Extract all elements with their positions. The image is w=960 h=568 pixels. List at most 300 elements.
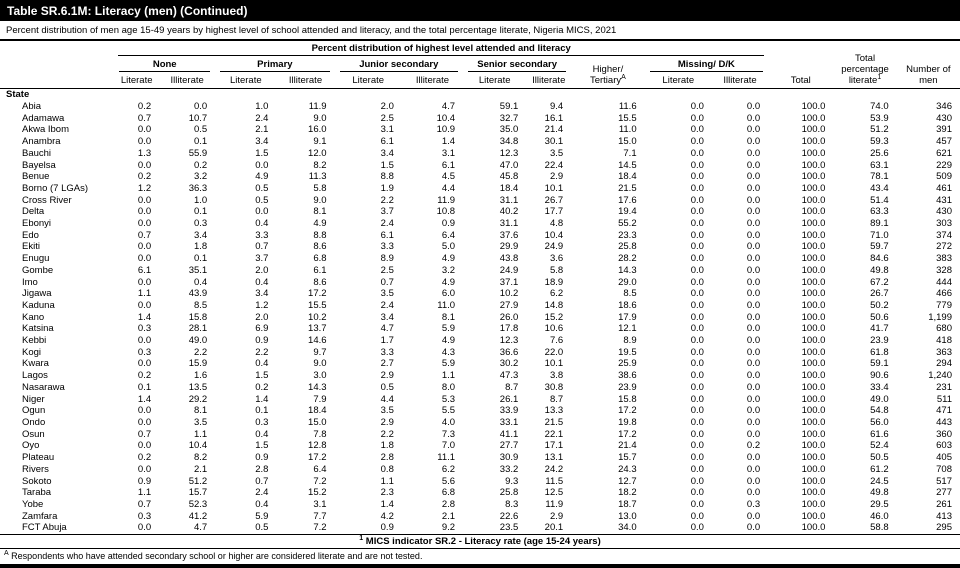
value-cell: 0.0: [690, 206, 704, 218]
table-row: [0, 265, 960, 277]
value-cell: 27.7: [499, 440, 519, 452]
value-cell: 0.0: [137, 206, 152, 218]
value-cell: 7.2: [313, 475, 327, 487]
value-cell: 2.2: [255, 346, 269, 358]
value-cell: 0.0: [746, 288, 761, 300]
section-label-state: State: [6, 89, 30, 100]
value-cell: 360: [936, 428, 952, 440]
value-cell: 0.0: [255, 206, 269, 218]
value-cell: 28.1: [188, 323, 208, 335]
value-cell: 100.0: [801, 206, 826, 218]
value-cell: 3.4: [255, 136, 269, 148]
value-cell: 89.1: [870, 218, 889, 230]
state-name-cell: Ogun: [22, 405, 46, 417]
value-cell: 3.4: [380, 311, 394, 323]
value-cell: 100.0: [801, 370, 826, 382]
value-cell: 1.1: [380, 475, 394, 487]
value-cell: 0.4: [255, 428, 269, 440]
column-group-missing-dk: Missing/ D/K: [645, 56, 769, 72]
value-cell: 100.0: [801, 346, 826, 358]
table-row: [0, 417, 960, 429]
value-cell: 294: [936, 358, 952, 370]
value-cell: 11.0: [618, 124, 637, 136]
value-cell: 29.0: [618, 276, 637, 288]
value-cell: 461: [936, 182, 952, 194]
value-cell: 0.0: [690, 510, 704, 522]
state-name-cell: Bauchi: [22, 147, 52, 159]
value-cell: 8.3: [505, 498, 519, 510]
value-cell: 15.8: [188, 311, 208, 323]
value-cell: 5.8: [549, 264, 564, 276]
value-cell: 9.0: [313, 112, 327, 124]
value-cell: 5.5: [441, 405, 456, 417]
value-cell: 19.8: [618, 416, 637, 428]
state-column-header: [0, 41, 114, 89]
value-cell: 2.1: [255, 124, 269, 136]
column-header-missing-literate: Literate: [645, 72, 712, 89]
value-cell: 10.1: [544, 182, 564, 194]
table-row: [0, 335, 960, 347]
state-name-cell: Zamfara: [22, 510, 58, 522]
state-name-cell: Niger: [22, 393, 45, 405]
value-cell: 8.0: [441, 381, 456, 393]
value-cell: 10.6: [544, 323, 564, 335]
value-cell: 25.8: [499, 487, 519, 499]
value-cell: 0.0: [137, 276, 152, 288]
value-cell: 18.7: [618, 498, 637, 510]
value-cell: 1.5: [255, 440, 269, 452]
value-cell: 0.0: [690, 311, 704, 323]
value-cell: 4.4: [441, 182, 456, 194]
state-name-cell: Jigawa: [22, 288, 52, 300]
value-cell: 49.8: [870, 264, 889, 276]
value-cell: 15.7: [188, 487, 208, 499]
value-cell: 0.0: [137, 416, 152, 428]
value-cell: 61.8: [870, 346, 889, 358]
value-cell: 17.2: [618, 428, 637, 440]
value-cell: 5.9: [255, 510, 269, 522]
value-cell: 41.2: [188, 510, 208, 522]
value-cell: 43.9: [188, 288, 208, 300]
value-cell: 31.1: [499, 218, 519, 230]
value-cell: 3.1: [313, 498, 327, 510]
value-cell: 7.6: [549, 335, 564, 347]
value-cell: 0.0: [690, 276, 704, 288]
table-row: [0, 452, 960, 464]
value-cell: 15.0: [308, 416, 327, 428]
value-cell: 0.7: [137, 498, 152, 510]
value-cell: 0.0: [746, 299, 761, 311]
value-cell: 10.4: [188, 440, 208, 452]
value-cell: 0.3: [193, 218, 208, 230]
value-cell: 2.0: [255, 311, 269, 323]
value-cell: 2.2: [380, 428, 394, 440]
value-cell: 0.5: [255, 522, 269, 534]
value-cell: 4.7: [193, 522, 208, 534]
value-cell: 2.8: [380, 452, 394, 464]
value-cell: 100.0: [801, 182, 826, 194]
state-name-cell: Abia: [22, 101, 42, 112]
value-cell: 0.0: [137, 136, 152, 148]
value-cell: 9.7: [313, 346, 327, 358]
table-row: [0, 101, 960, 113]
value-cell: 59.1: [870, 358, 889, 370]
value-cell: 0.0: [746, 463, 761, 475]
value-cell: 1.1: [137, 487, 152, 499]
value-cell: 11.6: [618, 101, 637, 112]
value-cell: 41.7: [870, 323, 889, 335]
value-cell: 0.7: [255, 241, 269, 253]
value-cell: 1.7: [380, 335, 394, 347]
table-row: [0, 382, 960, 394]
value-cell: 471: [936, 405, 952, 417]
value-cell: 4.7: [380, 323, 394, 335]
value-cell: 2.2: [193, 346, 208, 358]
value-cell: 19.4: [618, 206, 637, 218]
value-cell: 0.0: [746, 241, 761, 253]
value-cell: 14.8: [544, 299, 564, 311]
column-header-total-percentage-literate: Total percentage literate$^1$: [833, 41, 896, 89]
value-cell: 0.0: [690, 475, 704, 487]
value-cell: 517: [936, 475, 952, 487]
value-cell: 0.0: [746, 510, 761, 522]
value-cell: 0.1: [255, 405, 269, 417]
value-cell: 8.2: [193, 452, 208, 464]
value-cell: 405: [936, 452, 952, 464]
value-cell: 18.4: [499, 182, 519, 194]
value-cell: 10.1: [544, 358, 564, 370]
value-cell: 0.0: [137, 194, 152, 206]
value-cell: 509: [936, 171, 952, 183]
value-cell: 30.8: [544, 381, 564, 393]
value-cell: 0.0: [690, 112, 704, 124]
value-cell: 23.9: [618, 381, 637, 393]
value-cell: 9.0: [313, 194, 327, 206]
value-cell: 10.4: [544, 229, 564, 241]
value-cell: 10.8: [436, 206, 456, 218]
value-cell: 0.0: [746, 311, 761, 323]
value-cell: 51.4: [870, 194, 889, 206]
value-cell: 0.0: [137, 522, 152, 534]
value-cell: 0.0: [746, 335, 761, 347]
value-cell: 26.7: [544, 194, 564, 206]
value-cell: 35.1: [188, 264, 208, 276]
value-cell: 78.1: [870, 171, 889, 183]
value-cell: 29.5: [870, 498, 889, 510]
value-cell: 14.3: [618, 264, 637, 276]
value-cell: 13.7: [308, 323, 327, 335]
value-cell: 2.9: [380, 370, 394, 382]
value-cell: 33.1: [499, 416, 519, 428]
state-name-cell: Enugu: [22, 253, 50, 265]
value-cell: 5.6: [441, 475, 456, 487]
value-cell: 59.7: [870, 241, 889, 253]
table-row: [0, 405, 960, 417]
value-cell: 0.0: [690, 498, 704, 510]
value-cell: 1.5: [255, 370, 269, 382]
value-cell: 100.0: [801, 311, 826, 323]
table-row: [0, 195, 960, 207]
value-cell: 13.0: [618, 510, 637, 522]
value-cell: 17.2: [618, 405, 637, 417]
value-cell: 36.6: [499, 346, 519, 358]
value-cell: 0.0: [137, 358, 152, 370]
value-cell: 100.0: [801, 335, 826, 347]
value-cell: 67.2: [870, 276, 889, 288]
value-cell: 100.0: [801, 147, 826, 159]
value-cell: 6.2: [549, 288, 564, 300]
value-cell: 63.3: [870, 206, 889, 218]
state-name-cell: Edo: [22, 229, 39, 241]
value-cell: 0.0: [746, 487, 761, 499]
value-cell: 1.8: [380, 440, 394, 452]
table-row: [0, 171, 960, 183]
value-cell: 3.4: [255, 288, 269, 300]
title-bar: [0, 0, 960, 21]
state-name-cell: Lagos: [22, 370, 48, 382]
value-cell: 3.2: [441, 264, 456, 276]
column-group-junior-secondary: Junior secondary: [335, 56, 464, 72]
value-cell: 21.4: [618, 440, 637, 452]
value-cell: 30.9: [499, 452, 519, 464]
value-cell: 3.3: [380, 241, 394, 253]
value-cell: 1.0: [255, 101, 269, 112]
column-header-none-illiterate: Illiterate: [159, 72, 215, 89]
value-cell: 100.0: [801, 463, 826, 475]
value-cell: 43.4: [870, 182, 889, 194]
table-row: [0, 476, 960, 488]
value-cell: 0.4: [193, 276, 208, 288]
value-cell: 34.0: [618, 522, 637, 534]
value-cell: 0.0: [690, 428, 704, 440]
value-cell: 2.4: [380, 218, 394, 230]
value-cell: 26.7: [870, 288, 889, 300]
state-name-cell: Oyo: [22, 440, 40, 452]
value-cell: 100.0: [801, 510, 826, 522]
value-cell: 0.4: [255, 218, 269, 230]
value-cell: 0.7: [380, 276, 394, 288]
value-cell: 18.4: [308, 405, 327, 417]
value-cell: 43.8: [499, 253, 519, 265]
value-cell: 0.9: [255, 335, 269, 347]
value-cell: 2.9: [549, 510, 564, 522]
value-cell: 0.0: [746, 136, 761, 148]
table-row: [0, 429, 960, 441]
value-cell: 52.4: [870, 440, 889, 452]
value-cell: 21.5: [618, 182, 637, 194]
value-cell: 16.0: [308, 124, 327, 136]
literacy-table: [0, 41, 960, 534]
value-cell: 0.0: [137, 253, 152, 265]
value-cell: 24.2: [544, 463, 564, 475]
value-cell: 100.0: [801, 428, 826, 440]
value-cell: 100.0: [801, 487, 826, 499]
value-cell: 49.0: [188, 335, 208, 347]
value-cell: 100.0: [801, 393, 826, 405]
value-cell: 8.8: [380, 171, 394, 183]
value-cell: 0.0: [746, 405, 761, 417]
value-cell: 3.2: [193, 171, 208, 183]
bottom-bar: [0, 564, 960, 568]
value-cell: 24.9: [544, 241, 564, 253]
value-cell: 0.9: [441, 218, 456, 230]
state-name-cell: Benue: [22, 171, 50, 183]
value-cell: 10.9: [436, 124, 456, 136]
value-cell: 3.7: [380, 206, 394, 218]
value-cell: 8.7: [549, 393, 564, 405]
value-cell: 6.1: [313, 264, 327, 276]
value-cell: 100.0: [801, 253, 826, 265]
table-row: [0, 148, 960, 160]
value-cell: 0.0: [690, 487, 704, 499]
value-cell: 29.2: [188, 393, 208, 405]
value-cell: 0.0: [690, 335, 704, 347]
value-cell: 100.0: [801, 358, 826, 370]
value-cell: 11.0: [437, 299, 456, 311]
column-header-number-of-men: Number of men: [897, 41, 960, 89]
value-cell: 0.3: [137, 510, 152, 522]
value-cell: 1.5: [255, 147, 269, 159]
value-cell: 41.1: [499, 428, 519, 440]
state-name-cell: Anambra: [22, 136, 61, 148]
table-row: [0, 312, 960, 324]
value-cell: 229: [936, 159, 952, 171]
state-name-cell: Yobe: [22, 498, 44, 510]
value-cell: 2.7: [380, 358, 394, 370]
value-cell: 1.4: [137, 311, 152, 323]
value-cell: 0.0: [137, 124, 152, 136]
value-cell: 1.1: [441, 370, 456, 382]
value-cell: 59.3: [870, 136, 889, 148]
value-cell: 15.5: [618, 112, 637, 124]
value-cell: 50.5: [870, 452, 889, 464]
column-header-higher-tertiary: Higher/ Tertiary$^A$: [571, 56, 644, 89]
value-cell: 61.6: [870, 428, 889, 440]
value-cell: 1.4: [137, 393, 152, 405]
value-cell: 0.0: [746, 159, 761, 171]
value-cell: 6.1: [380, 136, 394, 148]
value-cell: 74.0: [870, 101, 889, 112]
state-name-cell: FCT Abuja: [22, 522, 67, 534]
value-cell: 6.0: [441, 288, 456, 300]
value-cell: 7.3: [441, 428, 456, 440]
value-cell: 0.5: [380, 381, 394, 393]
table-row: [0, 522, 960, 534]
footnote-mics-indicator: $^1$ MICS indicator SR.2 - Literacy rate (age 15-24 years): [0, 534, 960, 548]
value-cell: 51.2: [870, 124, 889, 136]
value-cell: 4.0: [441, 416, 456, 428]
value-cell: 0.0: [746, 112, 761, 124]
value-cell: 1.5: [380, 159, 394, 171]
spanner-row: [0, 41, 960, 56]
value-cell: 0.0: [137, 440, 152, 452]
value-cell: 0.3: [137, 346, 152, 358]
value-cell: 0.4: [255, 276, 269, 288]
state-name-cell: Delta: [22, 206, 45, 218]
value-cell: 25.9: [618, 358, 637, 370]
value-cell: 46.0: [870, 510, 889, 522]
table-row: [0, 241, 960, 253]
value-cell: 2.8: [255, 463, 269, 475]
value-cell: 391: [936, 124, 952, 136]
value-cell: 0.0: [137, 405, 152, 417]
column-group-none: None: [114, 56, 215, 72]
value-cell: 24.3: [618, 463, 637, 475]
value-cell: 23.5: [499, 522, 519, 534]
value-cell: 7.0: [441, 440, 456, 452]
state-name-cell: Ebonyi: [22, 218, 52, 230]
value-cell: 12.1: [618, 323, 637, 335]
value-cell: 2.1: [441, 510, 456, 522]
value-cell: 0.0: [690, 463, 704, 475]
value-cell: 295: [936, 522, 952, 534]
value-cell: 8.6: [313, 276, 327, 288]
value-cell: 33.9: [499, 405, 519, 417]
value-cell: 11.3: [308, 171, 327, 183]
value-cell: 418: [936, 335, 952, 347]
value-cell: 1.2: [137, 182, 152, 194]
value-cell: 0.9: [137, 475, 152, 487]
value-cell: 6.8: [441, 487, 456, 499]
value-cell: 8.1: [193, 405, 208, 417]
column-header-total: Total: [768, 41, 833, 89]
value-cell: 84.6: [870, 253, 889, 265]
value-cell: 15.2: [544, 311, 564, 323]
value-cell: 1,199: [928, 311, 952, 323]
value-cell: 33.4: [870, 381, 889, 393]
value-cell: 1.8: [193, 241, 208, 253]
value-cell: 18.2: [618, 487, 637, 499]
table-row: [0, 136, 960, 148]
value-cell: 11.1: [437, 452, 456, 464]
value-cell: 1,240: [928, 370, 952, 382]
value-cell: 413: [936, 510, 952, 522]
value-cell: 0.3: [137, 323, 152, 335]
value-cell: 0.1: [193, 206, 208, 218]
value-cell: 45.8: [499, 171, 519, 183]
value-cell: 17.2: [308, 288, 327, 300]
value-cell: 8.6: [313, 241, 327, 253]
value-cell: 383: [936, 253, 952, 265]
value-cell: 7.7: [313, 510, 327, 522]
state-name-cell: Bayelsa: [22, 159, 56, 171]
value-cell: 1.4: [380, 498, 394, 510]
state-name-cell: Adamawa: [22, 112, 65, 124]
value-cell: 16.1: [544, 112, 564, 124]
value-cell: 4.7: [441, 101, 456, 112]
value-cell: 58.8: [870, 522, 889, 534]
state-name-cell: Kwara: [22, 358, 49, 370]
value-cell: 32.7: [499, 112, 519, 124]
value-cell: 0.4: [255, 498, 269, 510]
value-cell: 3.5: [549, 147, 564, 159]
value-cell: 14.3: [308, 381, 327, 393]
value-cell: 100.0: [801, 276, 826, 288]
value-cell: 12.3: [499, 335, 519, 347]
table-row: [0, 440, 960, 452]
value-cell: 0.5: [193, 124, 208, 136]
value-cell: 0.0: [746, 475, 761, 487]
value-cell: 0.0: [746, 381, 761, 393]
value-cell: 4.4: [380, 393, 394, 405]
value-cell: 0.0: [137, 241, 152, 253]
value-cell: 24.9: [499, 264, 519, 276]
value-cell: 23.3: [618, 229, 637, 241]
value-cell: 430: [936, 206, 952, 218]
value-cell: 10.4: [436, 112, 456, 124]
value-cell: 13.5: [188, 381, 208, 393]
value-cell: 4.5: [441, 171, 456, 183]
